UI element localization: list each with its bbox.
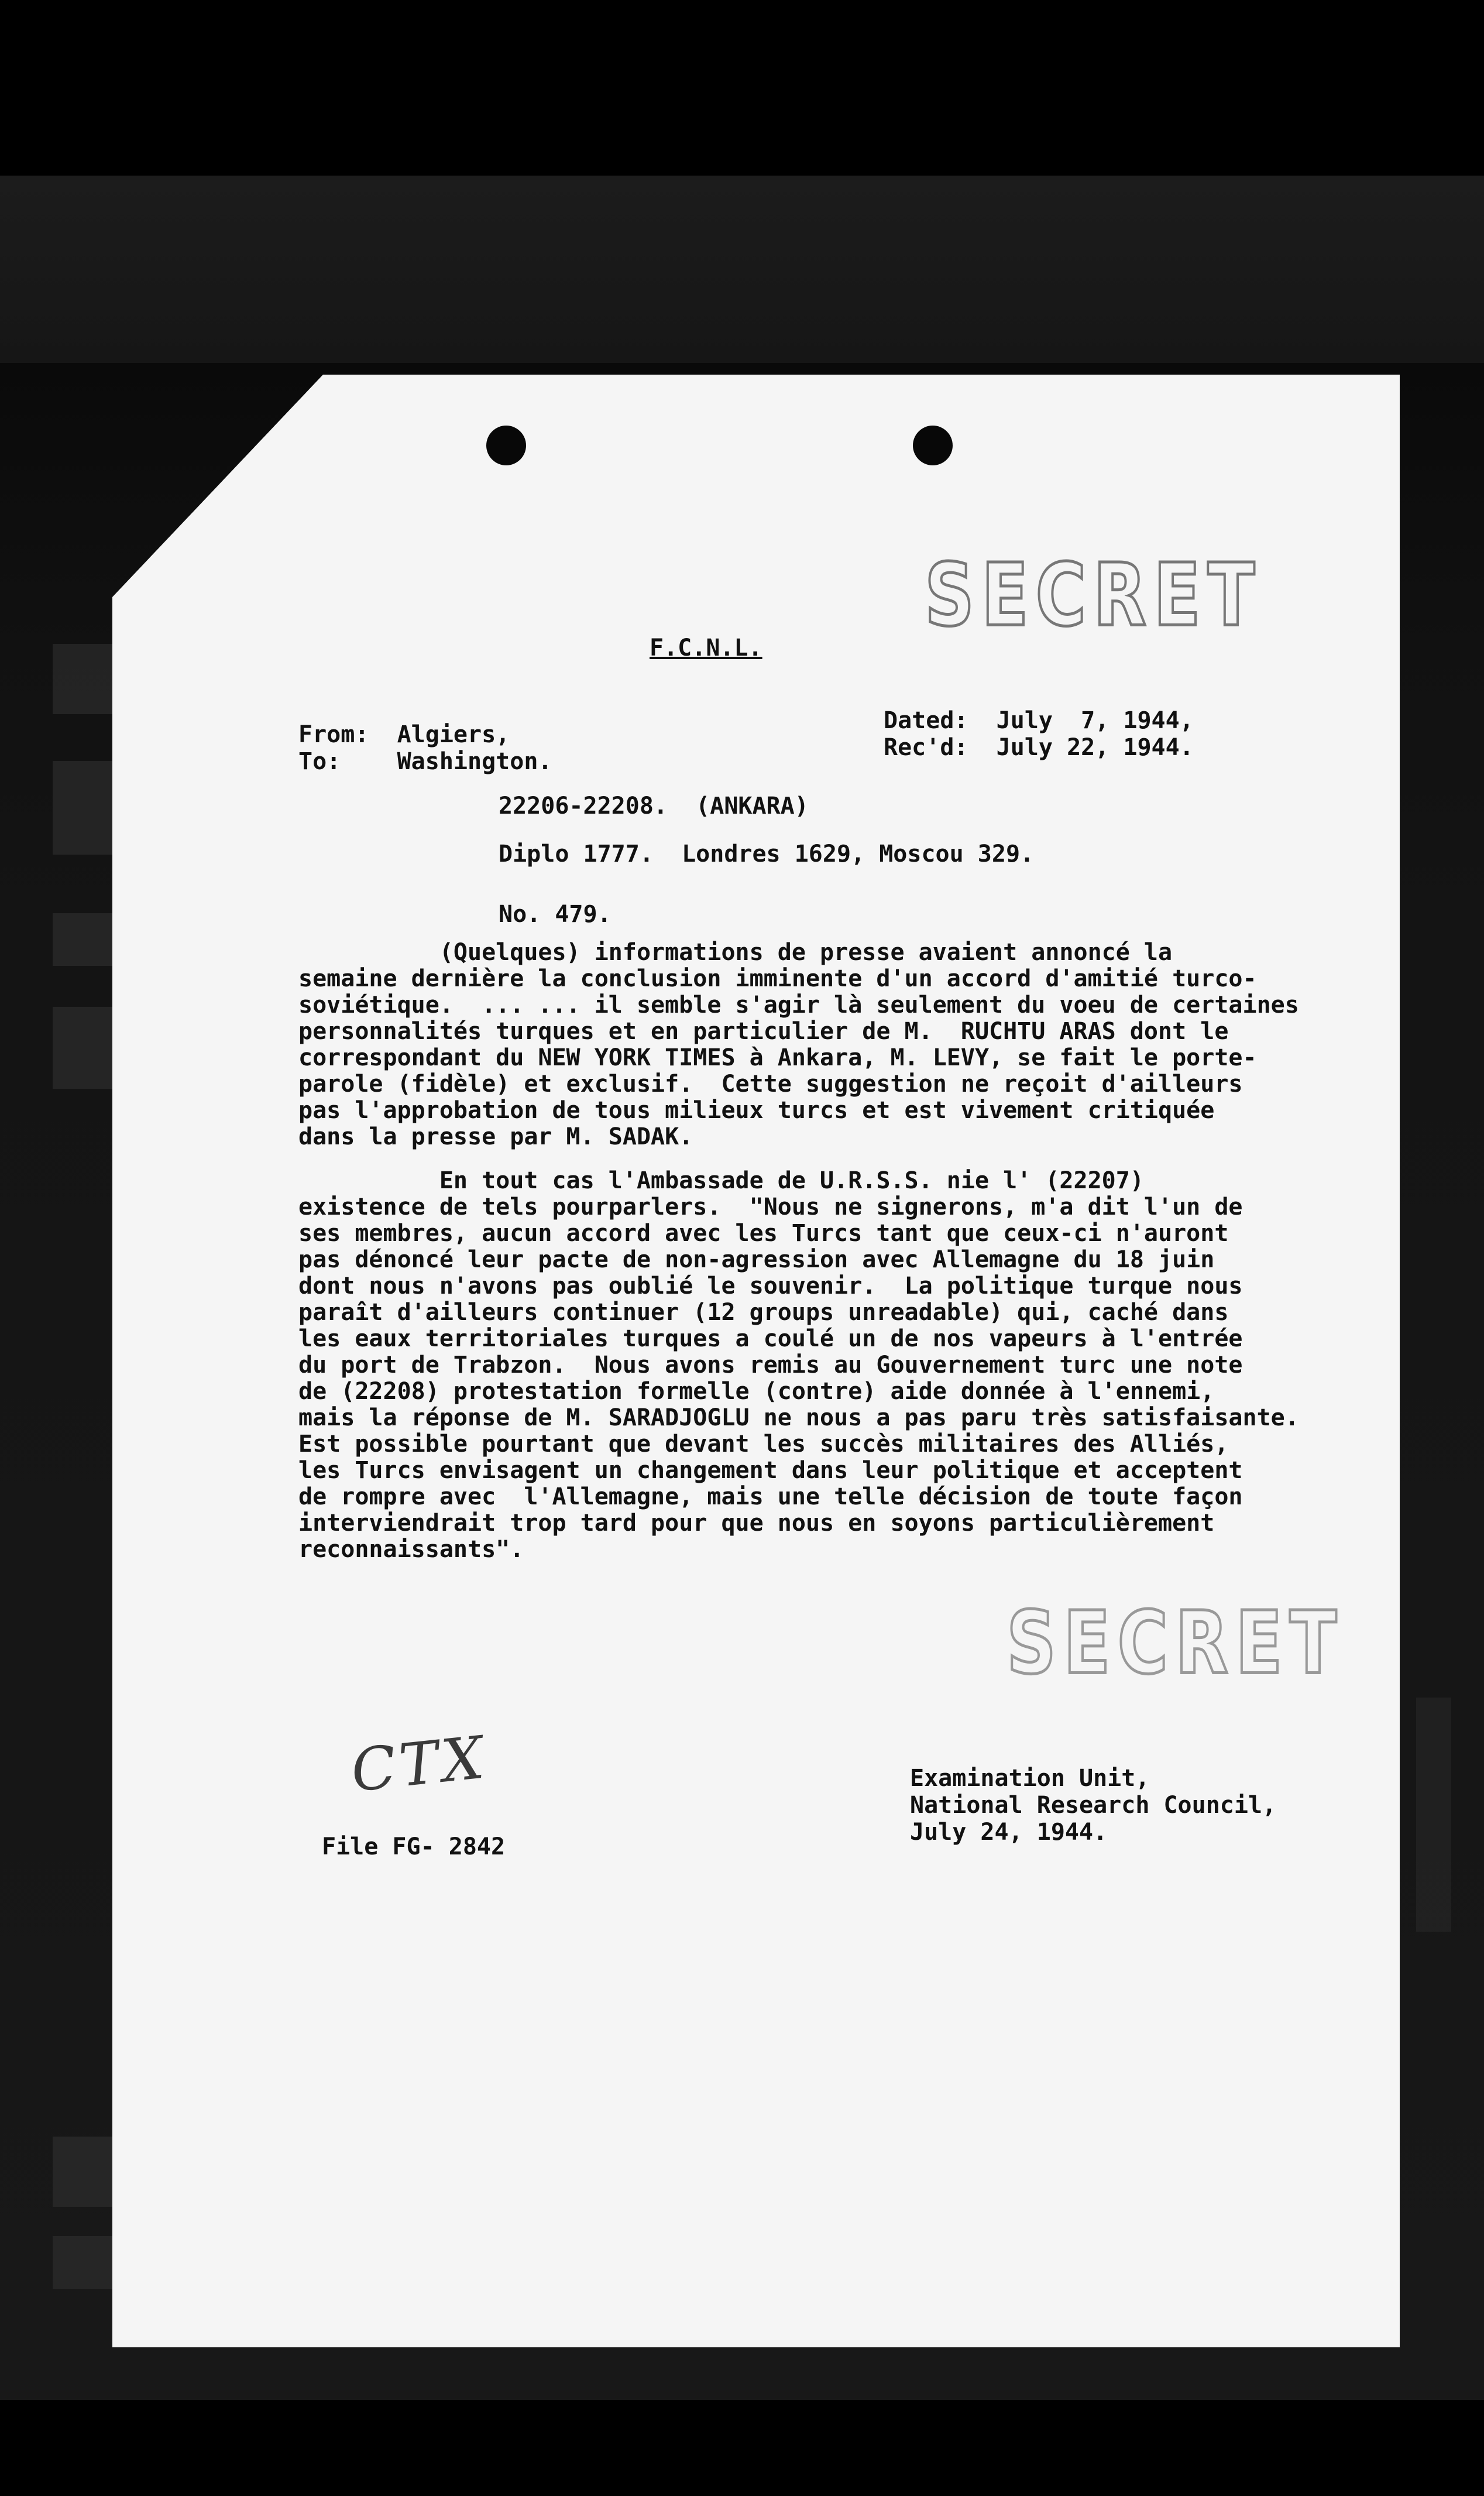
- film-artifact: [53, 761, 117, 855]
- film-artifact: [53, 2236, 117, 2289]
- film-artifact: [53, 644, 117, 714]
- examiner-signature-block: Examination Unit, National Research Council, July 24, 1944.: [910, 1765, 1277, 1846]
- punch-hole: [913, 426, 953, 465]
- secret-stamp-top: SECRET: [925, 544, 1262, 646]
- body-paragraph-1: (Quelques) informations de presse avaient annoncé la semaine dernière la conclusion imminente d'un accord d'amitié turco- soviétique. ... ... il semble s'agir là seulement du voeu de certaines personnalités turques et en particulier de M. RUCHTU ARAS dont le correspondant du NEW YORK TIMES à Ankara, M. LEVY, se fait le porte- parole (fidèle) et exclusif. Cette suggestion ne reçoit d'ailleurs pas l'approbation de tous milieux turcs et est vivement critiquée dans la presse par M. SADAK.: [298, 939, 1299, 1150]
- punch-hole: [486, 426, 526, 465]
- message-number: No. 479.: [499, 901, 612, 928]
- film-artifact: [53, 1007, 117, 1089]
- film-artifact: [53, 2137, 117, 2207]
- file-reference: File FG- 2842: [322, 1833, 506, 1860]
- dated-received-block: Dated: July 7, 1944, Rec'd: July 22, 1944.: [884, 707, 1194, 761]
- body-paragraph-2: En tout cas l'Ambassade de U.R.S.S. nie l' (22207) existence de tels pourparlers. "Nous ne signerons, m'a dit l'un de ses membres, aucun accord avec les Turcs tant que ceux-ci n'auront pas dénoncé leur pacte de non-agression avec Allemagne du 18 juin dont nous n'avons pas oublié le souvenir. La politique turque nous paraît d'ailleurs continuer (12 groups unreadable) qui, caché dans les eaux territoriales turques a coulé un de nos vapeurs à l'entrée du port de Trabzon. Nous avons remis au Gouvernement turc une note de (22208) protestation formelle (contre) aide donnée à l'ennemi, mais la réponse de M. SARADJOGLU ne nous a pas paru très satisfaisante. Est possible pourtant que devant les succès militaires des Alliés, les Turcs envisagent un changement dans leur politique et acceptent de rompre avec l'Allemagne, mais une telle décision de toute façon interviendrait trop tard pour que nous en soyons particulièrement reconnaissants".: [298, 1167, 1299, 1563]
- film-artifact: [53, 913, 117, 966]
- handwritten-note: CTX: [348, 1723, 490, 1805]
- secret-stamp-bottom: SECRET: [1006, 1592, 1344, 1693]
- document-header: F.C.N.L.: [650, 635, 762, 661]
- film-artifact: [1416, 1698, 1451, 1932]
- routing-line: Diplo 1777. Londres 1629, Moscou 329.: [499, 841, 1035, 868]
- from-to-block: From: Algiers, To: Washington.: [298, 721, 552, 775]
- reference-numbers: 22206-22208. (ANKARA): [499, 793, 809, 820]
